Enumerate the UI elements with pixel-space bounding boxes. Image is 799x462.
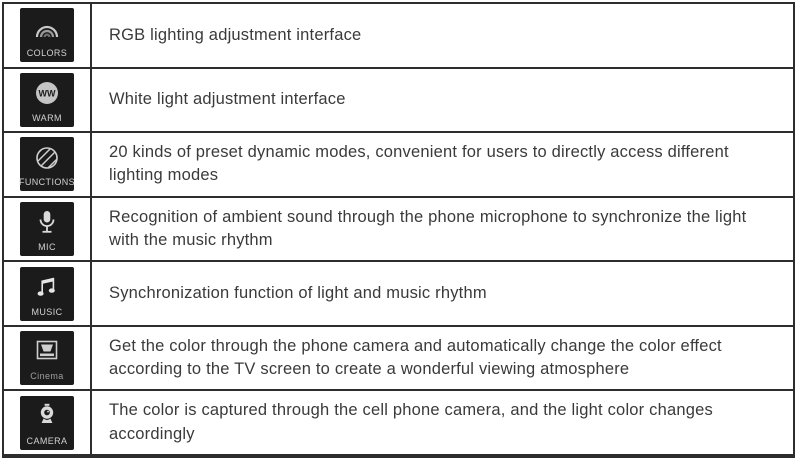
icon-cell — [4, 327, 92, 390]
camera-app-tile — [20, 396, 74, 450]
feature-description — [92, 4, 793, 67]
feature-description — [92, 262, 793, 325]
description-text: 20 kinds of preset dynamic modes, convenient for users to directly access different lighting modes — [109, 143, 729, 185]
rainbow-icon — [20, 8, 74, 49]
description-text: RGB lighting adjustment interface — [109, 25, 362, 44]
functions-app-tile — [20, 137, 74, 191]
icon-label: FUNCTIONS — [18, 177, 76, 188]
warm-app-tile — [20, 73, 74, 127]
table-row-functions — [4, 133, 793, 198]
icon-label: MUSIC — [31, 306, 63, 317]
icon-cell — [4, 262, 92, 325]
music-app-tile — [20, 267, 74, 321]
icon-cell — [4, 69, 92, 132]
warm-white-icon — [20, 73, 74, 114]
feature-description — [92, 133, 793, 196]
feature-description — [92, 69, 793, 132]
dynamic-modes-icon — [20, 137, 74, 178]
icon-label: CAMERA — [26, 435, 68, 446]
description-text: Recognition of ambient sound through the phone microphone to synchronize the light with the music rhythm — [109, 207, 747, 250]
app-feature-table — [2, 2, 795, 458]
description-text: White light adjustment interface — [109, 90, 346, 109]
table-row-cinema — [4, 327, 793, 392]
music-notes-icon — [20, 267, 74, 308]
icon-label: Cinema — [30, 371, 64, 382]
description-text: The color is captured through the cell phone camera, and the light color changes accordingly — [109, 401, 713, 443]
cinema-app-tile — [20, 331, 74, 385]
table-row-music — [4, 262, 793, 327]
icon-cell — [4, 391, 92, 454]
feature-description — [92, 391, 793, 454]
colors-app-tile — [20, 8, 74, 62]
icon-label: MIC — [38, 242, 56, 253]
webcam-icon — [20, 396, 74, 437]
description-text: Synchronization function of light and music rhythm — [109, 283, 487, 302]
icon-cell — [4, 4, 92, 67]
table-row-camera — [4, 391, 793, 454]
feature-description — [92, 327, 793, 390]
microphone-icon — [20, 202, 74, 243]
icon-cell — [4, 133, 92, 196]
mic-app-tile — [20, 202, 74, 256]
description-text: Get the color through the phone camera and automatically change the color effect according to the TV screen to create a wonderful viewing atmosphere — [109, 336, 722, 379]
table-row-warm — [4, 69, 793, 134]
icon-cell — [4, 198, 92, 261]
table-row-mic — [4, 198, 793, 263]
icon-label: WARM — [32, 112, 62, 123]
icon-label: COLORS — [26, 48, 68, 59]
svg-text:WW: WW — [38, 88, 56, 99]
table-row-colors — [4, 4, 793, 69]
feature-description — [92, 198, 793, 261]
cinema-screen-icon — [20, 331, 74, 372]
